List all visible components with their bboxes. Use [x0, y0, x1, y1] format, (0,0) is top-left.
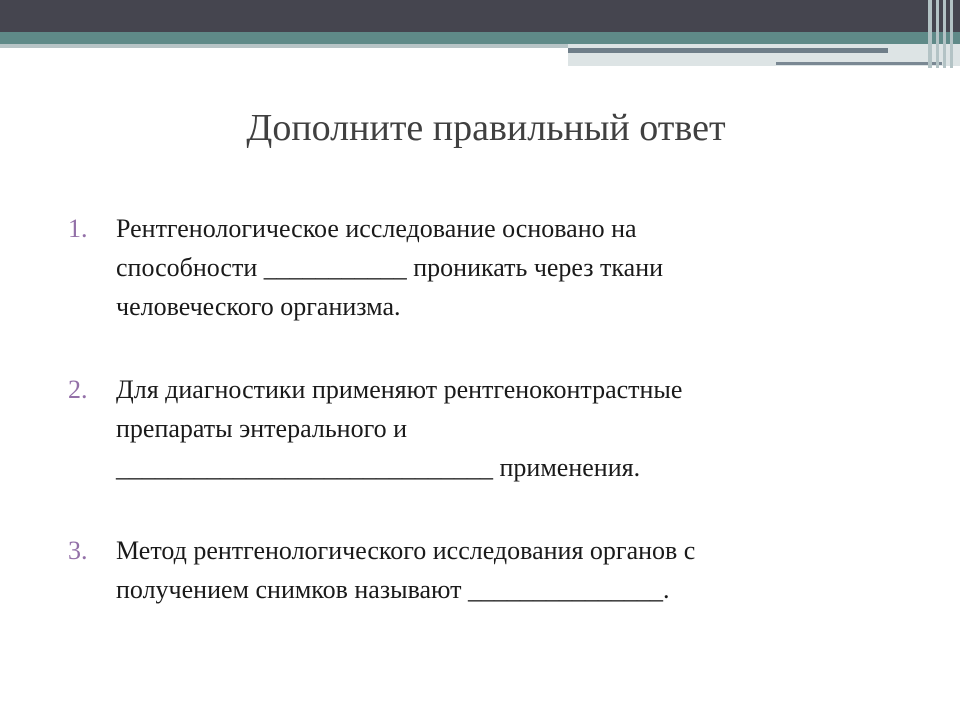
question-text-line: способности ___________ проникать через ткани: [116, 253, 664, 282]
question-item: [68, 209, 898, 326]
teal-band: [0, 32, 960, 44]
question-list: [68, 209, 898, 609]
question-item: [68, 370, 898, 487]
slide-title: Дополните правильный ответ: [246, 107, 726, 149]
decor-bar: [928, 0, 932, 68]
question-text-line: Для диагностики применяют рентгеноконтрастные: [116, 375, 683, 404]
question-number: 3.: [68, 536, 88, 565]
decor-bar: [936, 0, 939, 68]
question-item: [68, 531, 898, 609]
decor-line: [568, 48, 888, 53]
question-number: 1.: [68, 214, 88, 243]
decor-bar: [943, 0, 946, 68]
question-text-line: Метод рентгенологического исследования органов с: [116, 536, 696, 565]
decor-bar: [950, 0, 953, 68]
header-band: [0, 0, 960, 32]
question-number: 2.: [68, 375, 88, 404]
question-text-line: препараты энтерального и: [116, 414, 408, 443]
question-text-line: _____________________________ применения.: [116, 453, 641, 482]
question-text-line: Рентгенологическое исследование основано на: [116, 214, 637, 243]
decor-line: [776, 62, 942, 65]
question-text-line: человеческого организма.: [116, 292, 401, 321]
decor-strip: [0, 44, 568, 48]
question-text-line: получением снимков называют _______________.: [116, 575, 670, 604]
